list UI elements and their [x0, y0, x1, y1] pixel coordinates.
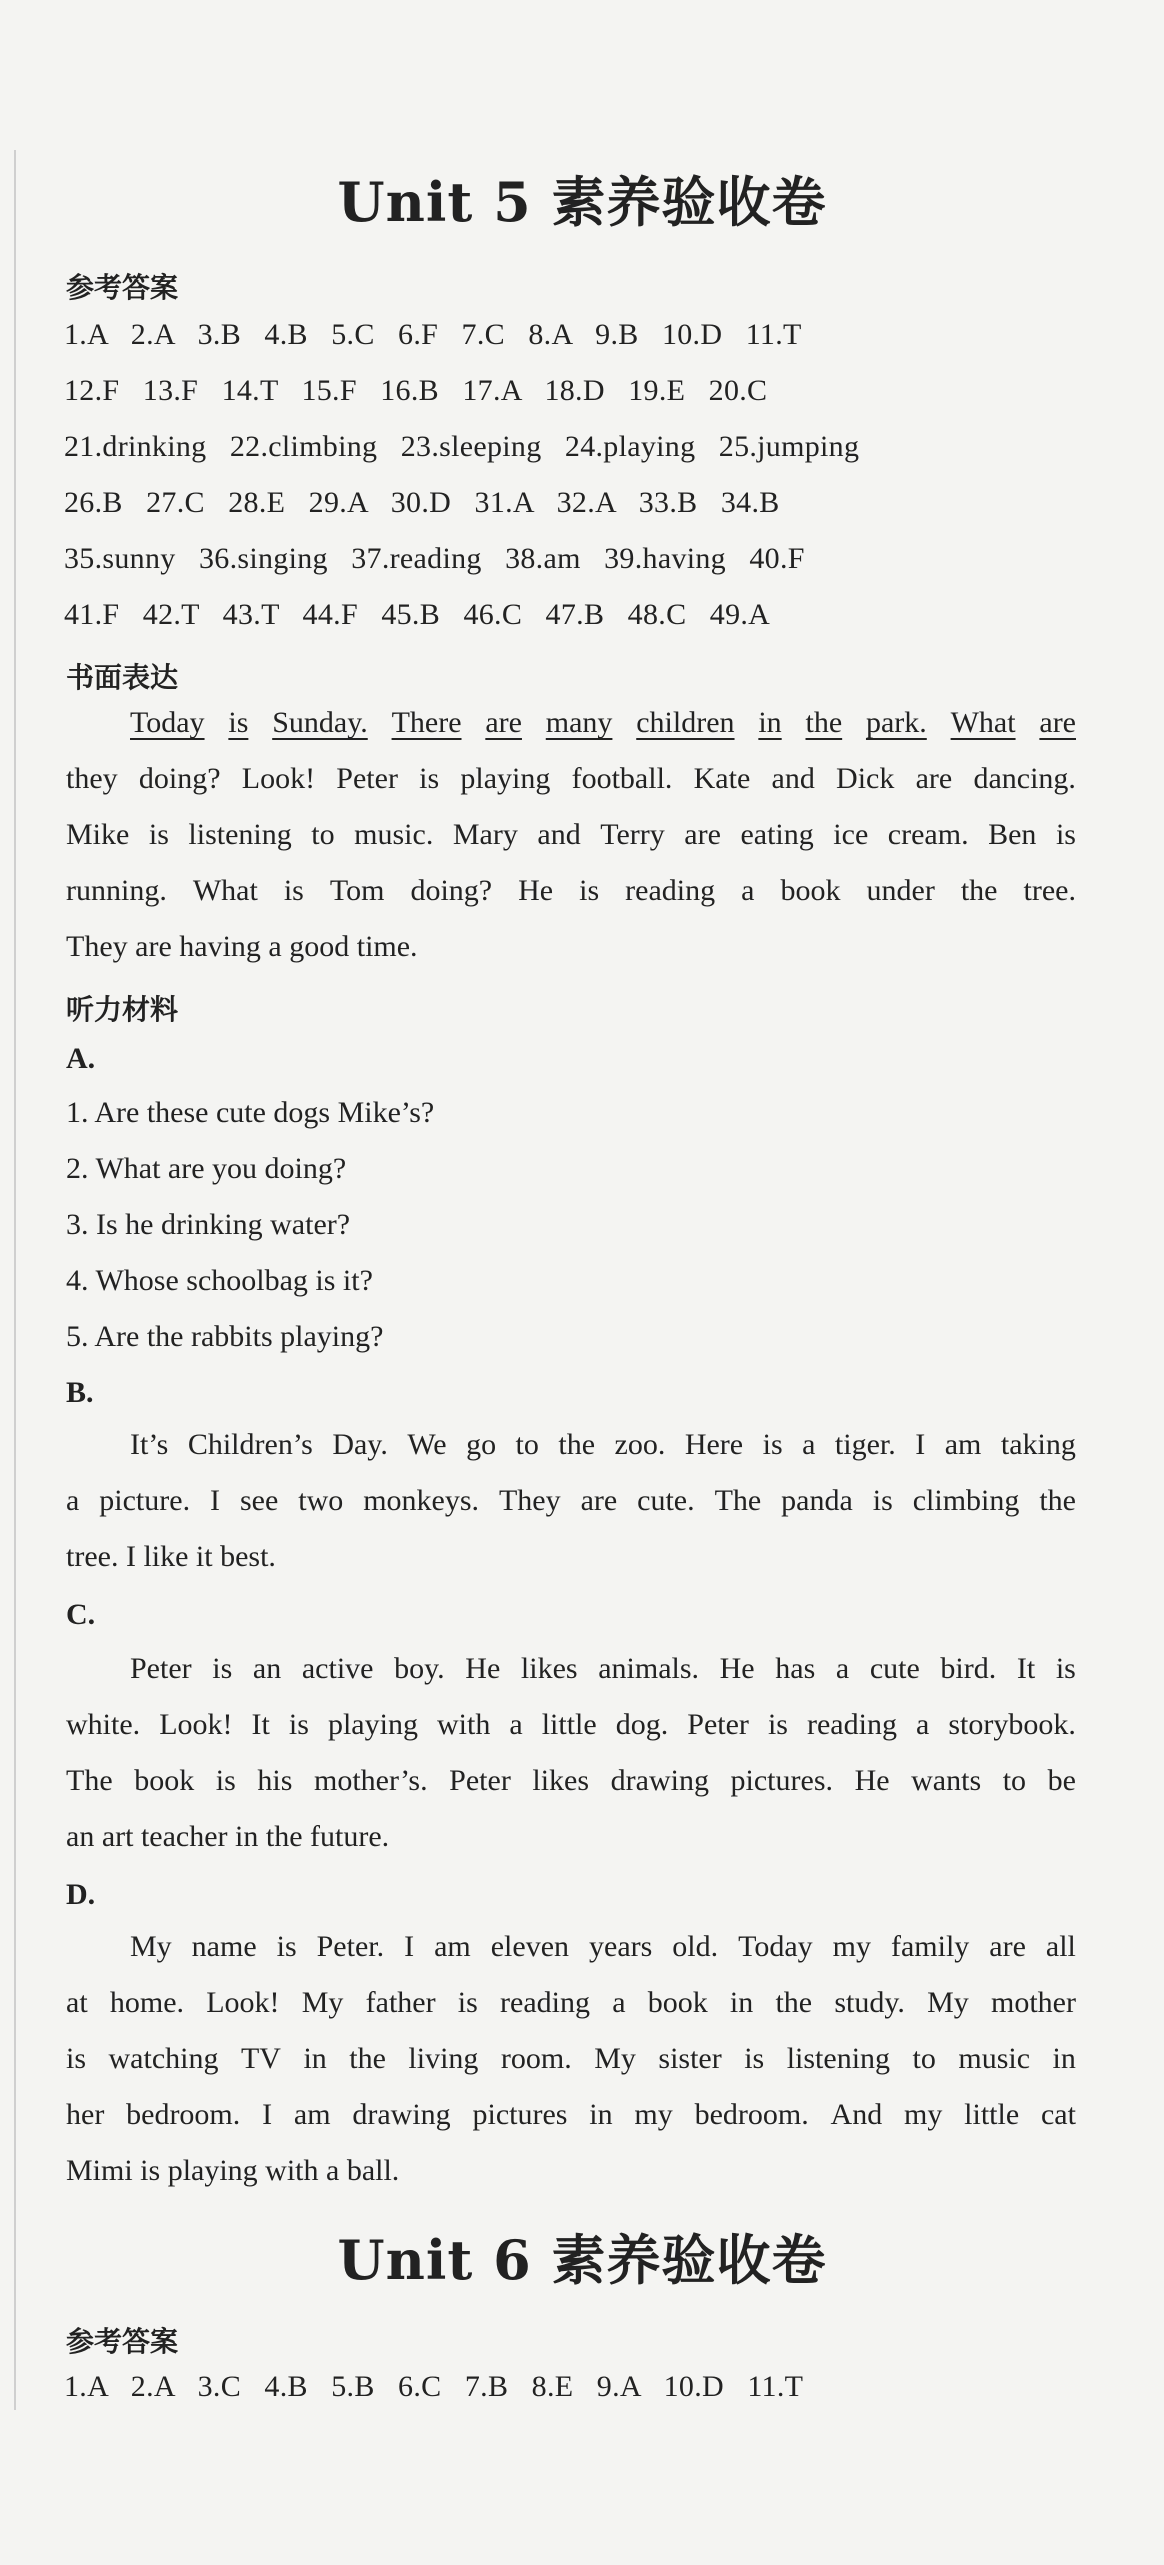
listening-item: 5. Are the rabbits playing? — [66, 1320, 384, 1353]
writing-line: Mike is listening to music. Mary and Terry are eating ice cream. Ben is — [66, 818, 1076, 851]
section-b-line: tree. I like it best. — [66, 1540, 276, 1573]
answer-row: 35.sunny 36.singing 37.reading 38.am 39.having 40.F — [64, 542, 805, 575]
writing-heading: 书面表达 — [66, 661, 179, 694]
section-a-label: A. — [66, 1042, 96, 1075]
section-c-line: white. Look! It is playing with a little dog. Peter is reading a storybook. — [66, 1708, 1076, 1741]
writing-line: running. What is Tom doing? He is reading a book under the tree. — [66, 874, 1076, 907]
section-d-line: is watching TV in the living room. My sister is listening to music in — [66, 2042, 1076, 2075]
left-margin-rule — [14, 150, 16, 2410]
section-d-label: D. — [66, 1878, 96, 1911]
answer-row: 1.A 2.A 3.C 4.B 5.B 6.C 7.B 8.E 9.A 10.D 11.T — [64, 2370, 804, 2403]
listening-item: 4. Whose schoolbag is it? — [66, 1264, 373, 1297]
listening-item: 3. Is he drinking water? — [66, 1208, 351, 1241]
section-b-line: a picture. I see two monkeys. They are cute. The panda is climbing the — [66, 1484, 1076, 1517]
section-c-label: C. — [66, 1598, 96, 1631]
unit6-title: Unit 6 素养验收卷 — [337, 2228, 827, 2292]
writing-line: they doing? Look! Peter is playing football. Kate and Dick are dancing. — [66, 762, 1076, 795]
answer-row: 1.A 2.A 3.B 4.B 5.C 6.F 7.C 8.A 9.B 10.D 11.T — [64, 318, 802, 351]
section-b-line: It’s Children’s Day. We go to the zoo. Here is a tiger. I am taking — [130, 1428, 1076, 1461]
section-b-label: B. — [66, 1376, 94, 1409]
listening-item: 1. Are these cute dogs Mike’s? — [66, 1096, 435, 1129]
section-d-line: Mimi is playing with a ball. — [66, 2154, 400, 2187]
listening-heading: 听力材料 — [66, 993, 179, 1026]
section-d-line: at home. Look! My father is reading a book in the study. My mother — [66, 1986, 1076, 2019]
answer-row: 12.F 13.F 14.T 15.F 16.B 17.A 18.D 19.E 20.C — [64, 374, 768, 407]
unit5-answers-heading: 参考答案 — [66, 271, 179, 304]
section-c-line: Peter is an active boy. He likes animals. He has a cute bird. It is — [130, 1652, 1076, 1685]
unit6-answers-heading: 参考答案 — [66, 2325, 179, 2358]
answer-row: 26.B 27.C 28.E 29.A 30.D 31.A 32.A 33.B 34.B — [64, 486, 780, 519]
answer-row: 41.F 42.T 43.T 44.F 45.B 46.C 47.B 48.C 49.A — [64, 598, 771, 631]
section-c-line: The book is his mother’s. Peter likes drawing pictures. He wants to be — [66, 1764, 1076, 1797]
section-c-line: an art teacher in the future. — [66, 1820, 390, 1853]
section-d-line: her bedroom. I am drawing pictures in my bedroom. And my little cat — [66, 2098, 1076, 2131]
listening-item: 2. What are you doing? — [66, 1152, 347, 1185]
writing-line: Today is Sunday. There are many children in the park. What are — [130, 706, 1076, 739]
unit5-title: Unit 5 素养验收卷 — [337, 170, 827, 234]
answer-row: 21.drinking 22.climbing 23.sleeping 24.playing 25.jumping — [64, 430, 860, 463]
writing-line: They are having a good time. — [66, 930, 418, 963]
section-d-line: My name is Peter. I am eleven years old. Today my family are all — [130, 1930, 1076, 1963]
